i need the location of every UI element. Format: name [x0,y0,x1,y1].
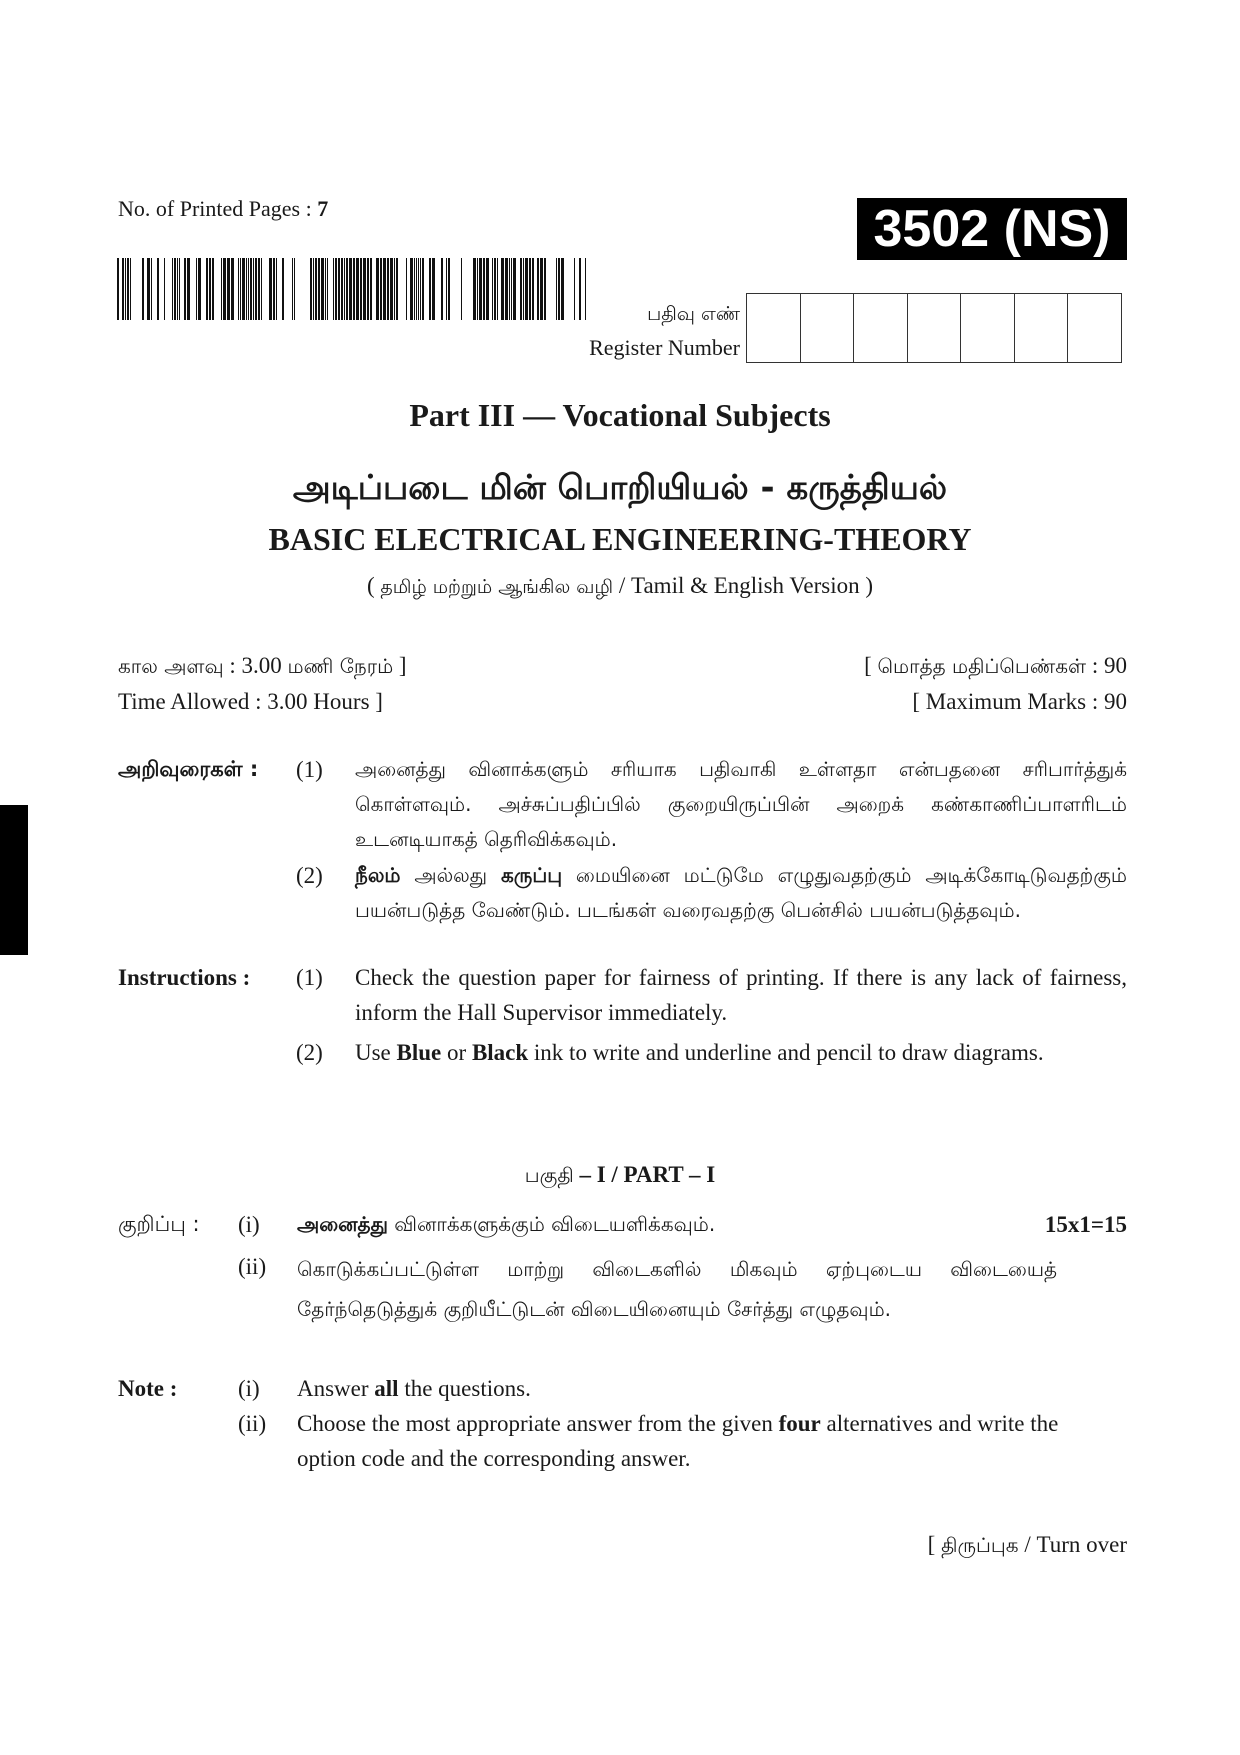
printed-pages [118,196,328,222]
instructions-en-label: Instructions : [118,965,251,990]
instruction-en-2-rest: ink to write and underline and pencil to draw diagrams. [528,1040,1044,1065]
note-ta-i-rest: வினாக்களுக்கும் விடையளிக்கவும். [387,1212,716,1236]
part-title: Part III — Vocational Subjects [409,397,831,433]
instruction-en-2-mid: or [441,1040,472,1065]
register-label-en: Register Number [589,335,740,360]
version-open: ( [366,573,381,598]
register-digit-box[interactable] [1068,294,1122,362]
subject-title-en: BASIC ELECTRICAL ENGINEERING-THEORY [268,521,972,557]
instruction-ta-2-mid: அல்லது [400,863,501,887]
version-ta: தமிழ் மற்றும் ஆங்கில வழி [380,576,614,598]
blue-word-ta: நீலம் [355,863,401,887]
note-ta-i-bold: அனைத்து [297,1212,388,1236]
time-ta-close: ] [393,653,407,678]
register-digit-box[interactable] [747,294,801,362]
time-allowed [118,648,407,720]
marks-distribution: 15x1=15 [1044,1212,1127,1237]
note-en-ii-a: Choose the most appropriate answer from the given [297,1411,779,1436]
part-one-title-ta: பகுதி [524,1163,574,1187]
register-digit-box[interactable] [854,294,908,362]
instructions-ta-label: அறிவுரைகள் : [118,757,259,781]
time-ta-value: : 3.00 [223,653,288,678]
version-note [0,573,1240,601]
note-en-i-bold: all [374,1376,399,1401]
register-digit-box[interactable] [961,294,1015,362]
version-en: / Tamil & English Version ) [613,573,874,598]
turn-en: / Turn over [1018,1532,1127,1557]
marks-ta-open: [ [864,653,878,678]
instruction-en-2-num: (2) [296,1040,323,1065]
instruction-ta-2-rest: மையினை மட்டுமே எழுதுவதற்கும் அடிக்கோடிடுவதற்கும் பயன்படுத்த வேண்டும். படங்கள் வரைவதற்கு பென்சில் பயன்படுத்தவும். [355,863,1127,922]
turn-over [928,1532,1127,1560]
note-en-i [297,1371,1067,1406]
barcode-image [117,258,590,320]
marks-ta [864,648,1127,684]
note-ta-ii-num: (ii) [238,1254,267,1279]
note-ta-label: குறிப்பு : [118,1212,200,1236]
instruction-en-2-a: Use [355,1040,397,1065]
note-en-i-rest: the questions. [398,1376,531,1401]
time-allowed-ta [118,648,407,684]
instruction-ta-2 [355,858,1127,928]
instruction-en-2 [355,1035,1145,1070]
register-digit-box[interactable] [1015,294,1069,362]
register-digit-box[interactable] [908,294,962,362]
blue-word: Blue [396,1040,442,1065]
turn-ta: திருப்புக [941,1533,1019,1557]
note-en-label: Note : [118,1376,178,1401]
part-one-title-en: – I / PART – I [573,1162,716,1187]
register-number-boxes[interactable] [746,293,1122,363]
note-ta-ii: கொடுக்கப்பட்டுள்ள மாற்று விடைகளில் மிகவும் ஏற்புடைய விடையைத் தேர்ந்தெடுத்துக் குறியீட்டுடன் விடையினையும் சேர்த்து எழுதவும். [297,1257,1057,1321]
turn-open: [ [927,1532,942,1557]
subject-title-ta: அடிப்படை மின் பொறியியல் - கருத்தியல் [292,468,948,508]
note-en-ii-bold: four [778,1411,821,1436]
printed-pages-value: 7 [317,196,329,221]
register-label-ta: பதிவு எண் [647,303,740,325]
paper-code: 3502 (NS) [857,198,1127,260]
marks-en: [ Maximum Marks : 90 [912,689,1127,714]
maximum-marks [864,648,1127,720]
note-ta-i [297,1207,1067,1242]
part-one-title [0,1162,1240,1190]
time-ta-unit: மணி நேரம் [287,654,394,678]
black-word: Black [471,1040,529,1065]
note-en-ii-rest: alternatives and write the option code and the corresponding answer. [297,1411,1059,1471]
marks-ta-value: : 90 [1086,653,1127,678]
side-marker-bar [0,805,28,955]
note-en-i-a: Answer [297,1376,375,1401]
note-ta-i-num: (i) [238,1212,260,1237]
time-ta-label: கால அளவு [118,654,224,678]
marks-ta-label: மொத்த மதிப்பெண்கள் [877,654,1087,678]
time-allowed-en: Time Allowed : 3.00 Hours ] [118,689,383,714]
instruction-ta-1: அனைத்து வினாக்களும் சரியாக பதிவாகி உள்ளதா என்பதனை சரிபார்த்துக் கொள்ளவும். அச்சுப்பதிப்பில் குறையிருப்பின் அறைக் கண்காணிப்பாளரிடம் உடனடியாகத் தெரிவிக்கவும். [355,757,1127,851]
printed-pages-label: No. of Printed Pages : [118,196,318,221]
instruction-ta-1-num: (1) [296,757,323,782]
note-en-ii [297,1406,1067,1476]
instruction-en-1-num: (1) [296,965,323,990]
note-en-ii-num: (ii) [238,1411,267,1436]
register-label [589,297,740,365]
black-word-ta: கருப்பு [500,863,563,887]
register-digit-box[interactable] [801,294,855,362]
instruction-ta-2-num: (2) [296,863,323,888]
instruction-en-1: Check the question paper for fairness of printing. If there is any lack of fairness, inform the Hall Supervisor immediately. [355,965,1127,1025]
note-en-i-num: (i) [238,1376,260,1401]
